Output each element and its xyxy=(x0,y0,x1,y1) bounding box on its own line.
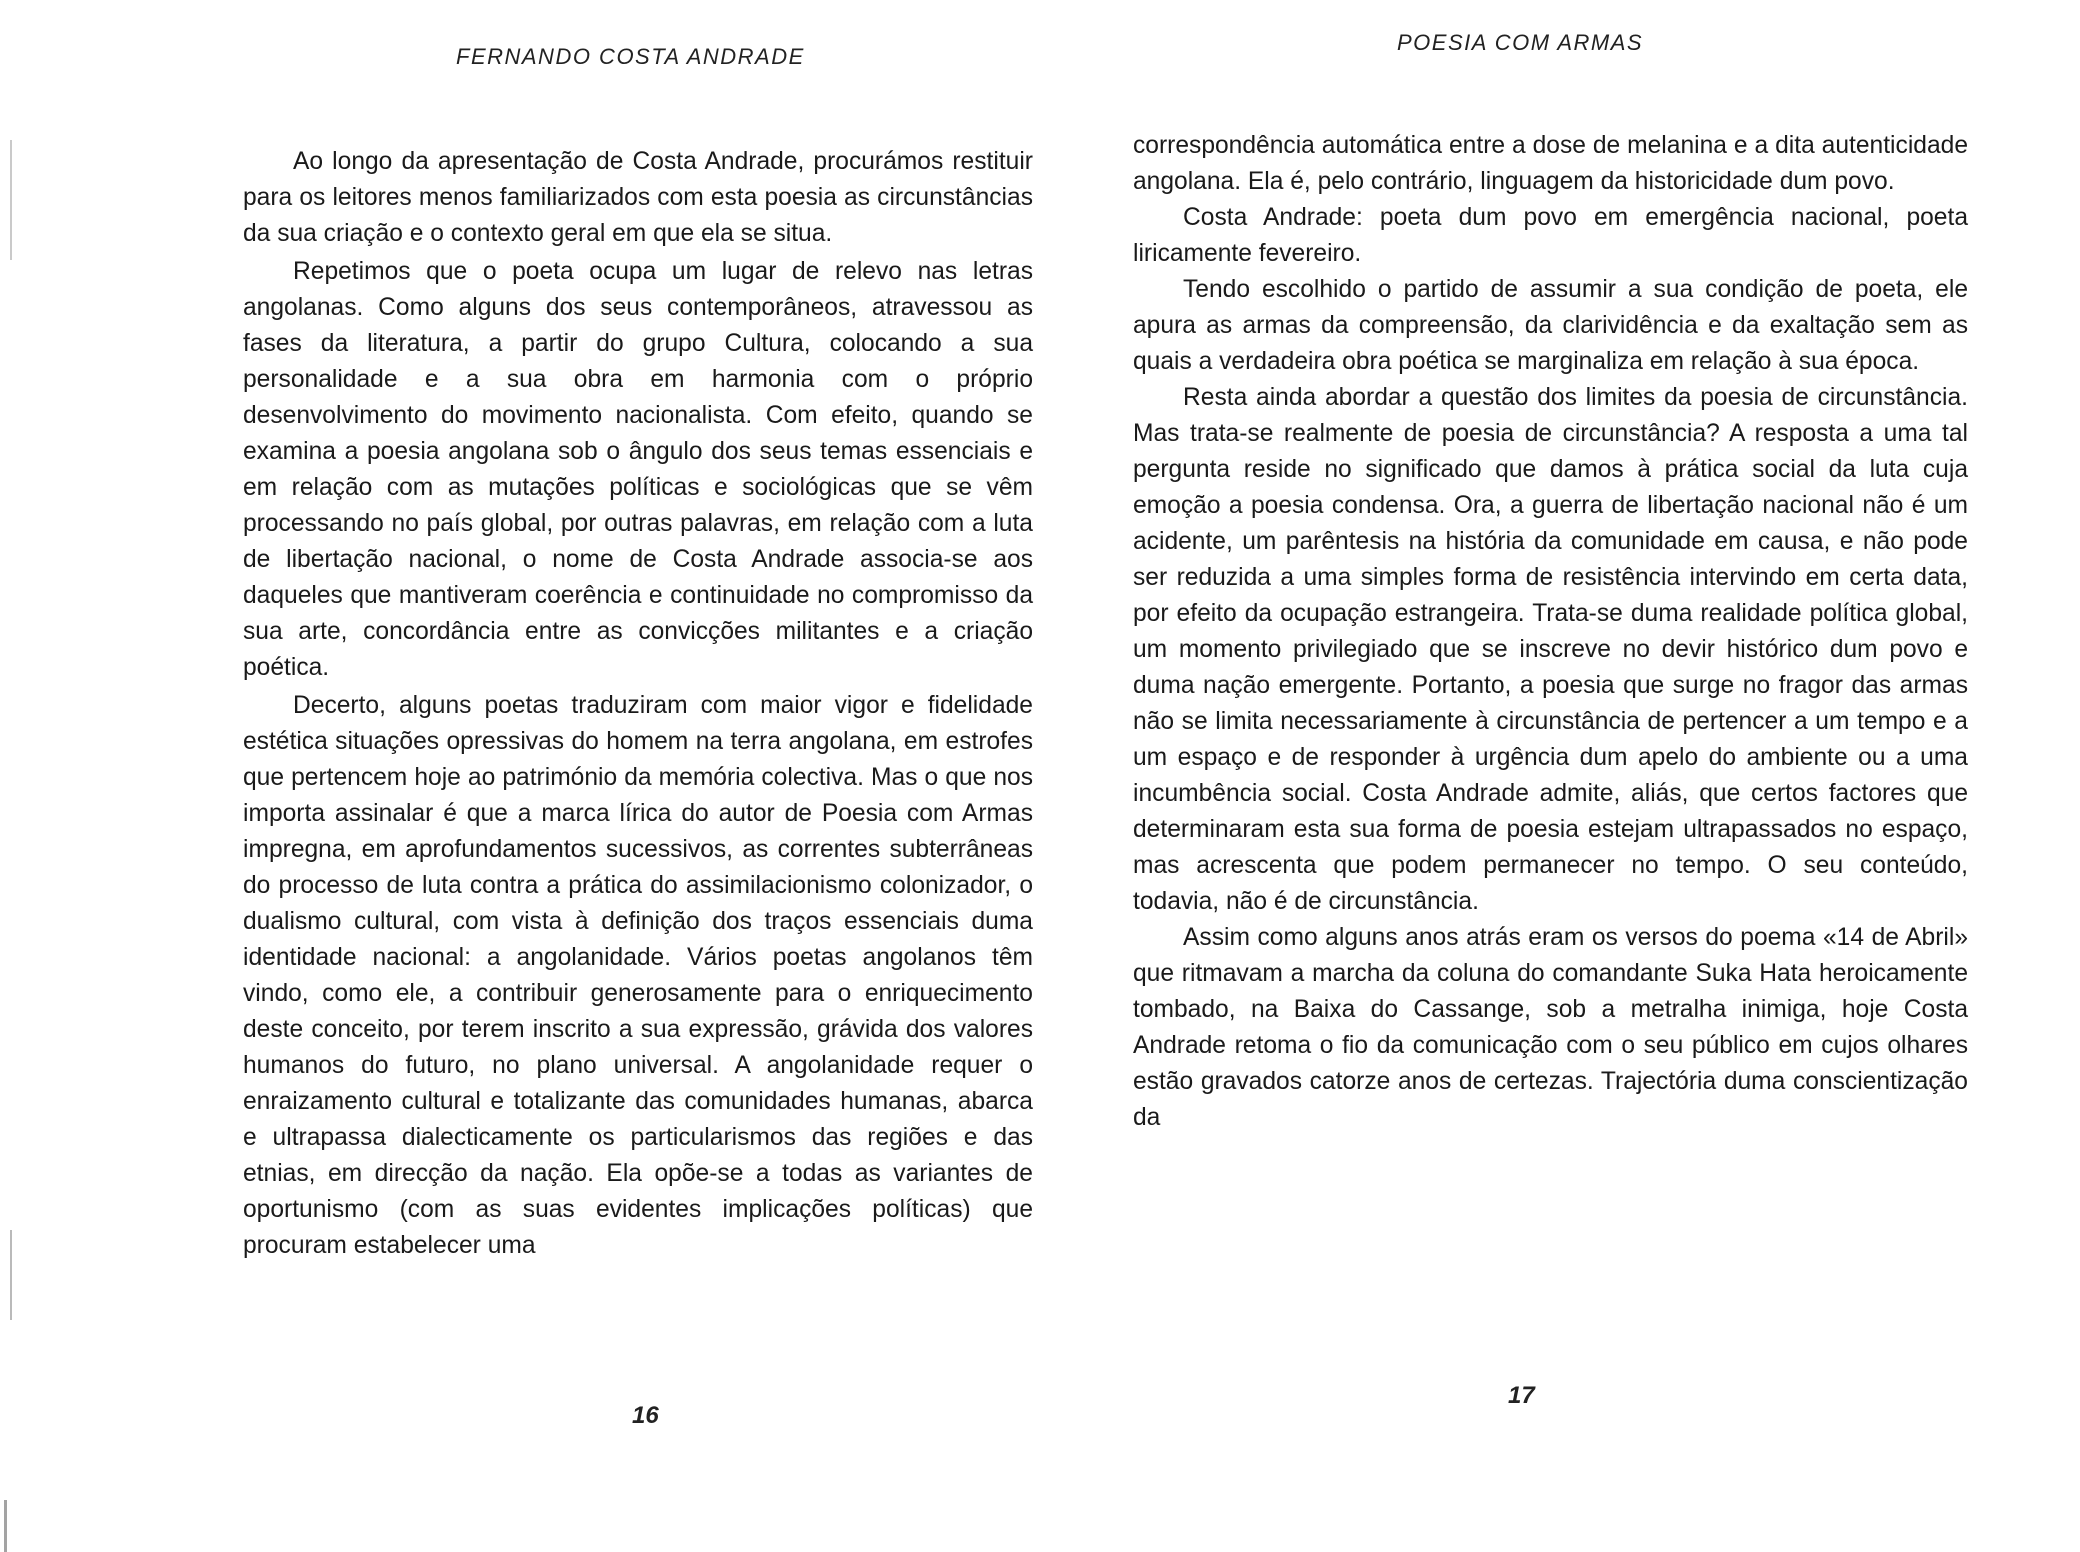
scan-edge-mark xyxy=(10,1230,12,1320)
paragraph: Tendo escolhido o partido de assumir a sua condição de poeta, ele apura as armas da compreensão, da clarividência e da exaltação sem as quais a verdadeira obra poética se marginaliza em relação à sua época. xyxy=(1133,276,1968,375)
page-number-left: 16 xyxy=(632,1402,659,1429)
right-page xyxy=(1040,0,2080,1552)
paragraph: Assim como alguns anos atrás eram os versos do poema «14 de Abril» que ritmavam a marcha da coluna do comandante Suka Hata heroicamente tombado, na Baixa do Cassange, sob a metralha inimiga, hoje Costa Andrade retoma o fio da comunicação com o seu público em cujos olhares estão gravados catorze anos de certezas. Trajectória duma conscientização da xyxy=(1133,924,1968,1131)
scan-edge-mark xyxy=(4,1500,7,1552)
running-head-right: POESIA COM ARMAS xyxy=(1397,30,1644,55)
running-head-left: FERNANDO COSTA ANDRADE xyxy=(456,44,805,69)
paragraph: Ao longo da apresentação de Costa Andrade, procurámos restituir para os leitores menos familiarizados com esta poesia as circunstâncias da sua criação e o contexto geral em que ela se situa. xyxy=(243,148,1033,247)
paragraph: correspondência automática entre a dose de melanina e a dita autenticidade angolana. Ela é, pelo contrário, linguagem da historicidade dum povo. xyxy=(1133,132,1968,195)
paragraph: Repetimos que o poeta ocupa um lugar de relevo nas letras angolanas. Como alguns dos seus contemporâneos, atravessou as fases da literatura, a partir do grupo Cultura, colocando a sua personalidade e a sua obra em harmonia com o próprio desenvolvimento do movimento nacionalista. Com efeito, quando se examina a poesia angolana sob o ângulo dos seus temas essenciais e em relação com as mutações políticas e sociológicas que se vêm processando no país global, por outras palavras, em relação com a luta de libertação nacional, o nome de Costa Andrade associa-se aos daqueles que mantiveram coerência e continuidade no compromisso da sua arte, concordância entre as convicções militantes e a criação poética. xyxy=(243,258,1033,681)
paragraph: Resta ainda abordar a questão dos limites da poesia de circunstância. Mas trata-se realmente de poesia de circunstância? A resposta a uma tal pergunta reside no significado que damos à prática social da luta cuja emoção a poesia condensa. Ora, a guerra de libertação nacional não é um acidente, um parêntesis na história da comunidade em causa, e não pode ser reduzida a uma simples forma de resistência intervindo em certa data, por efeito da ocupação estrangeira. Trata-se duma realidade política global, um momento privilegiado que se inscreve no devir histórico dum povo e duma nação emergente. Portanto, a poesia que surge no fragor das armas não se limita necessariamente à circunstância de pertencer a um tempo e a um espaço e de responder à urgência dum apelo do ambiente ou a uma incumbência social. Costa Andrade admite, aliás, que certos factores que determinaram esta sua forma de poesia estejam ultrapassados no espaço, mas acrescenta que podem permanecer no tempo. O seu conteúdo, todavia, não é de circunstância. xyxy=(1133,384,1968,915)
scan-edge-mark xyxy=(10,140,12,260)
right-page-body xyxy=(1133,128,1968,1136)
left-page-body xyxy=(243,144,1033,1264)
paragraph: Decerto, alguns poetas traduziram com maior vigor e fidelidade estética situações opressivas do homem na terra angolana, em estrofes que pertencem hoje ao património da memória colectiva. Mas o que nos importa assinalar é que a marca lírica do autor de Poesia com Armas impregna, em aprofundamentos sucessivos, as correntes subterrâneas do processo de luta contra a prática do assimilacionismo colonizador, o dualismo cultural, com vista à definição dos traços essenciais duma identidade nacional: a angolanidade. Vários poetas angolanos têm vindo, como ele, a contribuir generosamente para o enriquecimento deste conceito, por terem inscrito a sua expressão, grávida dos valores humanos do futuro, no plano universal. A angolanidade requer o enraizamento cultural e totalizante das comunidades humanas, abarca e ultrapassa dialecticamente os particularismos das regiões e das etnias, em direcção da nação. Ela opõe-se a todas as variantes de oportunismo (com as suas evidentes implicações políticas) que procuram estabelecer uma xyxy=(243,692,1033,1259)
paragraph: Costa Andrade: poeta dum povo em emergência nacional, poeta liricamente fevereiro. xyxy=(1133,204,1968,267)
page-number-right: 17 xyxy=(1508,1382,1535,1409)
